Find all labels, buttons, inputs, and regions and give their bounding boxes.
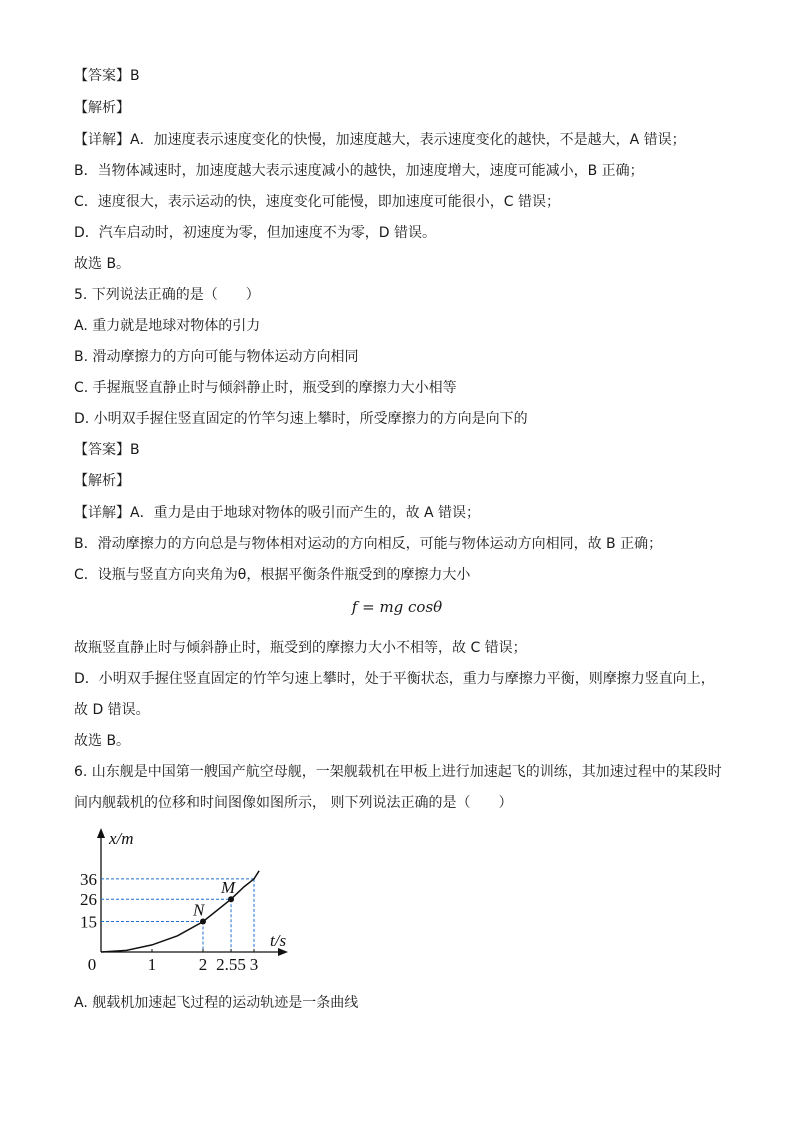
x-tick-label: 3 — [249, 955, 259, 974]
x-axis-label: t/s — [270, 931, 287, 950]
text-line — [74, 66, 140, 86]
line-text: 故瓶竖直静止时与倾斜静止时，瓶受到的摩擦力大小不相等，故 C 错误； — [74, 640, 527, 656]
y-axis-label: x/m — [109, 829, 134, 848]
line-text: 6. 山东舰是中国第一艘国产航空母舰，一架舰载机在甲板上进行加速起飞的训练，其加速过程中的某段时 — [74, 764, 722, 780]
point-label-M: M — [221, 878, 236, 898]
line-text: C. 手握瓶竖直静止时与倾斜静止时，瓶受到的摩擦力大小相等 — [74, 380, 457, 396]
text-line — [74, 793, 512, 813]
section-tag: 【答案】 — [74, 442, 130, 458]
origin-label: 0 — [87, 955, 97, 974]
text-line — [74, 409, 528, 429]
section-tag: 【解析】 — [74, 473, 130, 489]
x-tick-label: 1 — [147, 955, 157, 974]
friction-formula: f = mg cosθ — [351, 598, 443, 616]
text-line — [74, 440, 140, 460]
line-text: B．滑动摩擦力的方向总是与物体相对运动的方向相反，可能与物体运动方向相同，故 B 正确； — [74, 536, 663, 552]
text-line — [74, 700, 150, 720]
text-line — [74, 731, 130, 751]
text-line — [74, 471, 130, 491]
x-tick-label: 2.55 — [216, 955, 246, 974]
line-text: D．汽车启动时，初速度为零，但加速度不为零，D 错误。 — [74, 225, 437, 241]
y-tick-label: 36 — [80, 869, 97, 889]
text-line — [74, 534, 662, 554]
text-line — [74, 565, 470, 585]
section-tag: 【详解】 — [74, 505, 130, 521]
y-tick-label: 26 — [80, 890, 97, 910]
x-t-curve — [101, 871, 259, 952]
line-text: 故 D 错误。 — [74, 702, 150, 718]
text-line — [74, 98, 130, 118]
text-line — [74, 378, 457, 398]
line-text: B. 滑动摩擦力的方向可能与物体运动方向相同 — [74, 349, 359, 365]
line-text: A．加速度表示速度变化的快慢，加速度越大，表示速度变化的越快，不是越大，A 错误； — [130, 132, 686, 148]
text-line — [74, 285, 260, 305]
x-tick-label: 2 — [198, 955, 208, 974]
text-line — [74, 762, 722, 782]
text-line — [74, 347, 359, 367]
line-text: C．速度很大，表示运动的快，速度变化可能慢，即加速度可能很小，C 错误； — [74, 194, 560, 210]
y-axis-arrow — [97, 828, 105, 838]
section-tag: 【答案】 — [74, 68, 130, 84]
text-line — [74, 669, 715, 689]
text-line — [74, 130, 686, 150]
text-line — [74, 316, 260, 336]
line-text: 5. 下列说法正确的是（ ） — [74, 287, 260, 303]
text-line — [74, 161, 644, 181]
y-tick-label: 15 — [80, 912, 97, 932]
line-text: 故选 B。 — [74, 733, 131, 749]
text-line — [74, 254, 130, 274]
text-line — [74, 192, 560, 212]
point-label-N: N — [193, 900, 205, 920]
line-text: 间内舰载机的位移和时间图像如图所示， 则下列说法正确的是（ ） — [74, 795, 513, 811]
line-text: A．重力是由于地球对物体的吸引而产生的，故 A 错误； — [130, 505, 481, 521]
line-text: A. 重力就是地球对物体的引力 — [74, 318, 261, 334]
section-tag: 【解析】 — [74, 100, 130, 116]
text-line — [74, 503, 480, 523]
text-line — [74, 993, 358, 1013]
line-text: B — [130, 68, 140, 84]
line-text: B．当物体减速时，加速度越大表示速度减小的越快，加速度增大，速度可能减小，B 正确； — [74, 163, 644, 179]
displacement-time-graph — [74, 826, 304, 976]
line-text: D．小明双手握住竖直固定的竹竿匀速上攀时，处于平衡状态，重力与摩擦力平衡，则摩擦力竖直向上， — [74, 671, 715, 687]
line-text: 故选 B。 — [74, 256, 131, 272]
text-line — [74, 638, 527, 658]
line-text: C．设瓶与竖直方向夹角为θ，根据平衡条件瓶受到的摩擦力大小 — [74, 567, 471, 583]
section-tag: 【详解】 — [74, 132, 130, 148]
text-line — [74, 223, 436, 243]
line-text: D. 小明双手握住竖直固定的竹竿匀速上攀时，所受摩擦力的方向是向下的 — [74, 411, 528, 427]
line-text: B — [130, 442, 140, 458]
line-text: A. 舰载机加速起飞过程的运动轨迹是一条曲线 — [74, 995, 359, 1011]
